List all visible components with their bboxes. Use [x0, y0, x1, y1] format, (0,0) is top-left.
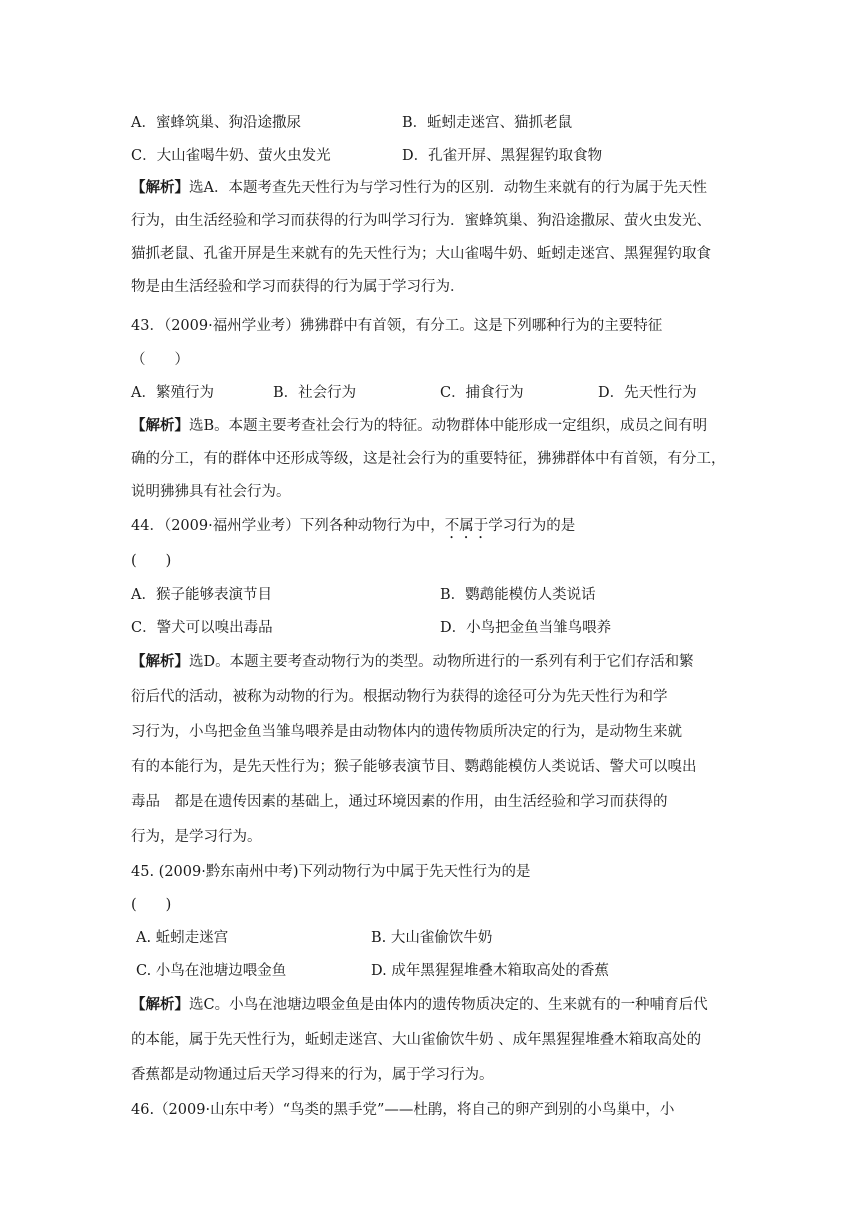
- option-a: A．蜜蜂筑巢、狗沿途撒尿: [131, 115, 301, 131]
- option-d: D．先天性行为: [598, 385, 697, 401]
- analysis-line: 衍后代的活动，被称为动物的行为。根据动物行为获得的途径可分为先天性行为和学: [131, 689, 668, 705]
- option-b: B. 大山雀偷饮牛奶: [371, 930, 493, 946]
- question-stem: 46.（2009·山东中考）“鸟类的黑手党”——杜鹃，将自己的卵产到别的小鸟巢中，小: [131, 1102, 675, 1118]
- answer-paren: （ ）: [131, 352, 189, 368]
- option-b: B．蚯蚓走迷宫、猫抓老鼠: [402, 115, 573, 131]
- analysis-line: [131, 416, 707, 436]
- analysis-line: [131, 995, 708, 1015]
- analysis-line: 行为，是学习行为。: [131, 829, 262, 845]
- option-d: D．小鸟把金鱼当雏鸟喂养: [440, 620, 612, 636]
- analysis-tag: 【解析】: [131, 179, 189, 196]
- option-c: C．警犬可以嗅出毒品: [131, 620, 273, 636]
- analysis-line: 猫抓老鼠、孔雀开屏是生来就有的先天性行为；大山雀喝牛奶、蚯蚓走迷宫、黑猩猩钓取食: [131, 246, 711, 262]
- analysis-tag: 【解析】: [131, 653, 189, 670]
- analysis-line: [131, 652, 694, 672]
- option-b: B．鹦鹉能模仿人类说话: [440, 587, 596, 603]
- option-c: C．捕食行为: [440, 385, 524, 401]
- option-d: D．孔雀开屏、黑猩猩钓取食物: [402, 148, 603, 164]
- option-d: D. 成年黑猩猩堆叠木箱取高处的香蕉: [371, 963, 609, 979]
- option-a: A．繁殖行为: [131, 385, 214, 401]
- analysis-text: 选B。本题主要考查社会行为的特征。动物群体中能形成一定组织，成员之间有明: [189, 418, 708, 434]
- analysis-line: 的本能，属于先天性行为，蚯蚓走迷宫、大山雀偷饮牛奶 、成年黑猩猩堆叠木箱取高处的: [131, 1032, 702, 1048]
- answer-paren: ( ): [131, 553, 172, 569]
- question-stem: 45. (2009·黔东南州中考)下列动物行为中属于先天性行为的是: [131, 864, 531, 880]
- option-a: A. 蚯蚓走迷宫: [136, 930, 229, 946]
- analysis-line: 香蕉都是动物通过后天学习得来的行为，属于学习行为。: [131, 1067, 494, 1083]
- option-c: C．大山雀喝牛奶、萤火虫发光: [131, 148, 331, 164]
- analysis-line: 行为，由生活经验和学习而获得的行为叫学习行为．蜜蜂筑巢、狗沿途撒尿、萤火虫发光、: [131, 213, 711, 229]
- analysis-text: 选D。本题主要考查动物行为的类型。动物所进行的一系列有利于它们存活和繁: [189, 654, 694, 670]
- option-b: B．社会行为: [273, 385, 357, 401]
- option-c: C. 小鸟在池塘边喂金鱼: [136, 963, 287, 979]
- analysis-line: 物是由生活经验和学习而获得的行为属于学习行为．: [131, 279, 465, 295]
- answer-paren: ( ): [131, 897, 172, 913]
- analysis-tag: 【解析】: [131, 417, 189, 434]
- emphasized-text: 不属于: [444, 518, 489, 534]
- analysis-text: 选A．本题考查先天性行为与学习性行为的区别．动物生来就有的行为属于先天性: [189, 180, 707, 196]
- question-stem: 43．（2009·福州学业考）狒狒群中有首领，有分工。这是下列哪种行为的主要特征: [131, 318, 663, 334]
- analysis-line: 习行为，小鸟把金鱼当雏鸟喂养是由动物体内的遗传物质所决定的行为，是动物生来就: [131, 724, 682, 740]
- analysis-line: 说明狒狒具有社会行为。: [131, 484, 291, 500]
- option-a: A．猴子能够表演节目: [131, 587, 272, 603]
- stem-text: 44．（2009·福州学业考）下列各种动物行为中，: [131, 518, 445, 534]
- analysis-line: 毒品 都是在遗传因素的基础上，通过环境因素的作用，由生活经验和学习而获得的: [131, 794, 668, 810]
- analysis-line: [131, 178, 707, 198]
- question-stem: [131, 516, 575, 542]
- analysis-tag: 【解析】: [131, 996, 189, 1013]
- analysis-line: 确的分工，有的群体中还形成等级，这是社会行为的重要特征，狒狒群体中有首领，有分工，: [131, 451, 726, 467]
- analysis-line: 有的本能行为，是先天性行为；猴子能够表演节目、鹦鹉能模仿人类说话、警犬可以嗅出: [131, 759, 697, 775]
- analysis-text: 选C。小鸟在池塘边喂金鱼是由体内的遗传物质决定的、生来就有的一种哺育后代: [189, 997, 708, 1013]
- stem-text: 学习行为的是: [488, 518, 576, 534]
